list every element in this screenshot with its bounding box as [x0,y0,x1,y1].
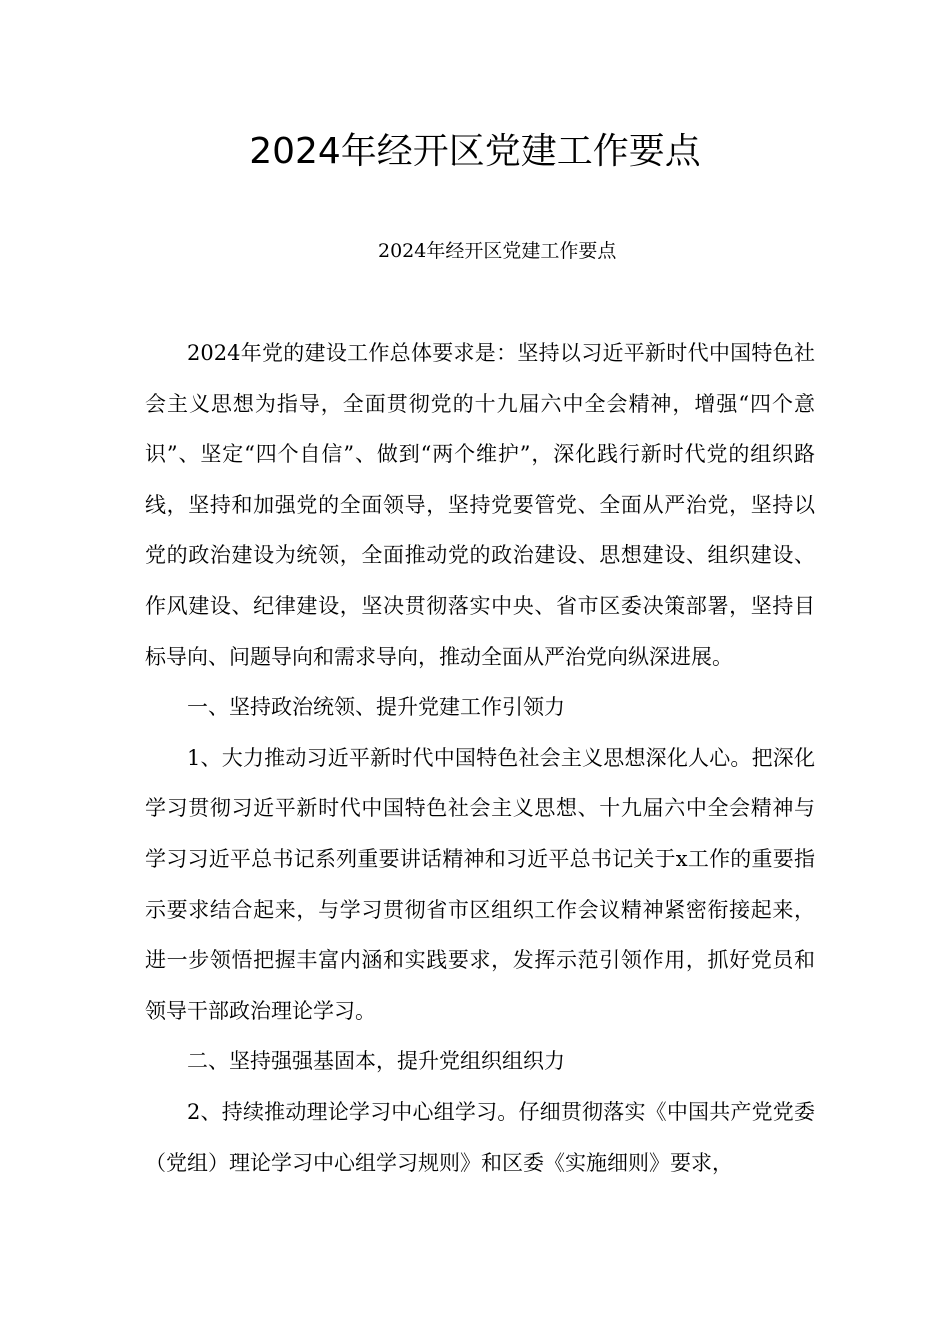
document-subtitle: 2024年经开区党建工作要点 [378,240,617,262]
document-title: 2024年经开区党建工作要点 [249,131,701,172]
section-heading-2: 二、坚持强强基固本，提升党组织组织力 [187,1049,565,1074]
section-heading-1: 一、坚持政治统领、提升党建工作引领力 [187,695,565,720]
paragraph-item-1: 1、大力推动习近平新时代中国特色社会主义思想深化人心。把深化学习贯彻习近平新时代中国特色社会主义思想、十九届六中全会精神与学习习近平总书记系列重要讲话精神和习近平总书记关于x工作的重要指示要求结合起来，与学习贯彻省市区组织工作会议精神紧密衔接起来，进一步领悟把握丰富内涵和实践要求，发挥示范引领作用，抓好党员和领导干部政治理论学习。 [145,745,815,1023]
document-body [145,328,815,1188]
paragraph-item-2: 2、持续推动理论学习中心组学习。仔细贯彻落实《中国共产党党委（党组）理论学习中心组学习规则》和区委《实施细则》要求， [145,1099,815,1175]
paragraph-general-requirements: 2024年党的建设工作总体要求是：坚持以习近平新时代中国特色社会主义思想为指导，全面贯彻党的十九届六中全会精神，增强“四个意识”、坚定“四个自信”、做到“两个维护”，深化践行新时代党的组织路线，坚持和加强党的全面领导，坚持党要管党、全面从严治党，坚持以党的政治建设为统领，全面推动党的政治建设、思想建设、组织建设、作风建设、纪律建设，坚决贯彻落实中央、省市区委决策部署，坚持目标导向、问题导向和需求导向，推动全面从严治党向纵深进展。 [145,341,815,669]
